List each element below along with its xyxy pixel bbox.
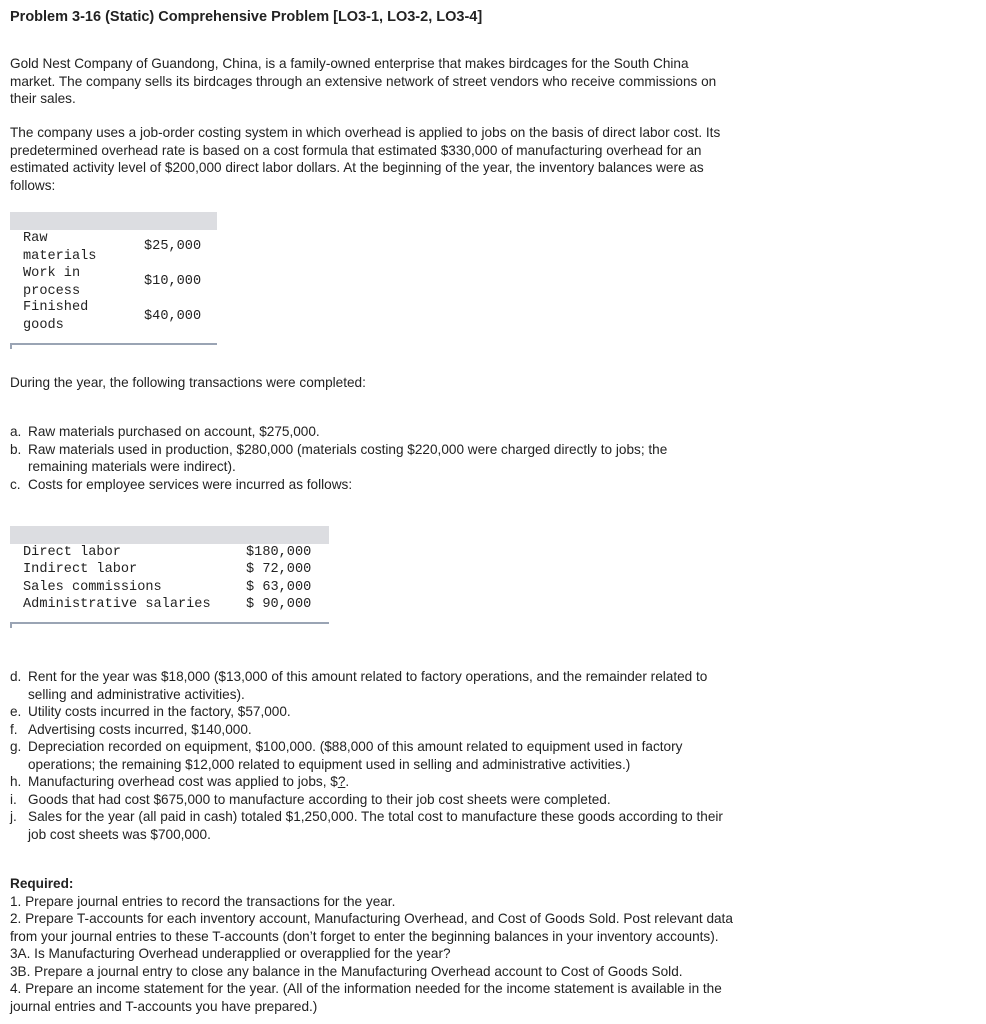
item-text: Manufacturing overhead cost was applied to jobs, $ [28, 774, 338, 789]
item-marker: b. [10, 441, 22, 457]
cost-label-sales-commissions: Sales commissions [23, 580, 162, 595]
inventory-label-finished-goods: Finished goods [23, 300, 89, 333]
required-line: journal entries and T-accounts you have prepared.) [10, 998, 318, 1014]
inventory-value-raw-materials: $25,000 [144, 239, 202, 254]
intro-paragraph-2 [10, 124, 830, 194]
answer-blank: ? [337, 774, 346, 789]
required-section [10, 875, 830, 1015]
cost-label-administrative-salaries: Administrative salaries [23, 597, 211, 612]
table-header-bar [10, 212, 217, 230]
inventory-value-finished-goods: $40,000 [144, 309, 202, 324]
intro-line: their sales. [10, 91, 76, 106]
intro-line: predetermined overhead rate is based on a cost formula that estimated $330,000 of manufacturing overhead for an [10, 142, 702, 158]
required-line: 1. Prepare journal entries to record the transactions for the year. [10, 893, 396, 909]
required-line: 3B. Prepare a journal entry to close any balance in the Manufacturing Overhead account to Cost of Goods Sold. [10, 963, 683, 979]
transactions-intro: During the year, the following transactions were completed: [10, 375, 366, 390]
intro-line: Gold Nest Company of Guandong, China, is a family-owned enterprise that makes birdcages for the South China [10, 56, 689, 71]
inventory-label-raw-materials: Raw materials [23, 231, 97, 264]
cost-value-sales-commissions: $ 63,000 [246, 580, 312, 595]
table-bottom-rule [10, 622, 329, 624]
item-marker: i. [10, 791, 17, 807]
intro-line: The company uses a job-order costing system in which overhead is applied to jobs on the basis of direct labor cost. Its [10, 125, 721, 140]
table-header-bar [10, 526, 329, 544]
inventory-label-work-in-process: Work in process [23, 266, 81, 299]
required-heading: Required: [10, 876, 74, 891]
item-marker: e. [10, 704, 22, 719]
table-bottom-rule [10, 343, 217, 345]
intro-line: market. The company sells its birdcages through an extensive network of street vendors who receive commissions on [10, 73, 717, 89]
list-item: c. Costs for employee services were incurred as follows: [10, 476, 353, 492]
list-item: f. Advertising costs incurred, $140,000. [10, 721, 252, 737]
item-marker: f. [10, 721, 18, 737]
intro-paragraph-1 [10, 55, 830, 108]
cost-label-indirect-labor: Indirect labor [23, 562, 138, 577]
required-line: from your journal entries to these T-accounts (don’t forget to enter the beginning balances in your inventory accounts). [10, 928, 719, 944]
cost-label-direct-labor: Direct labor [23, 545, 121, 560]
cost-value-administrative-salaries: $ 90,000 [246, 597, 312, 612]
cost-value-indirect-labor: $ 72,000 [246, 562, 312, 577]
item-marker: h. [10, 774, 22, 789]
list-item: j. Sales for the year (all paid in cash) totaled $1,250,000. The total cost to manufacture these goods according to their job cost sheets was $700,000. [10, 809, 723, 842]
item-marker: g. [10, 739, 22, 754]
required-line: 2. Prepare T-accounts for each inventory account, Manufacturing Overhead, and Cost of Goods Sold. Post relevant data [10, 911, 733, 926]
problem-title: Problem 3-16 (Static) Comprehensive Problem [LO3-1, LO3-2, LO3-4] [10, 9, 483, 25]
item-marker: a. [10, 424, 22, 439]
list-item: b. Raw materials used in production, $280,000 (materials costing $220,000 were charged directly to jobs; the remaining materials were indirect). [10, 441, 668, 474]
intro-line: estimated activity level of $200,000 direct labor dollars. At the beginning of the year, the inventory balances were as [10, 160, 704, 175]
item-marker: c. [10, 476, 21, 492]
item-marker: d. [10, 669, 22, 684]
list-item: d. Rent for the year was $18,000 ($13,000 of this amount related to factory operations, and the remainder related to selling and administrative activities). [10, 669, 708, 702]
transactions-list-rest [10, 668, 830, 843]
list-item: i. Goods that had cost $675,000 to manufacture according to their job cost sheets were completed. [10, 791, 611, 807]
list-item: e. Utility costs incurred in the factory, $57,000. [10, 704, 291, 719]
transactions-list-abc [10, 423, 830, 493]
required-line: 3A. Is Manufacturing Overhead underapplied or overapplied for the year? [10, 946, 451, 961]
intro-line: follows: [10, 177, 56, 193]
cost-value-direct-labor: $180,000 [246, 545, 312, 560]
required-line: 4. Prepare an income statement for the year. (All of the information needed for the income statement is available in the [10, 981, 722, 996]
item-marker: j. [10, 809, 17, 824]
list-item: g. Depreciation recorded on equipment, $100,000. ($88,000 of this amount related to equipment used in factory operations; the remaining $12,000 related to equipment used in selling and administrative activities.) [10, 739, 683, 772]
inventory-value-work-in-process: $10,000 [144, 274, 202, 289]
list-item: a. Raw materials purchased on account, $275,000. [10, 424, 320, 439]
list-item: h. Manufacturing overhead cost was applied to jobs, $?. [10, 774, 350, 789]
